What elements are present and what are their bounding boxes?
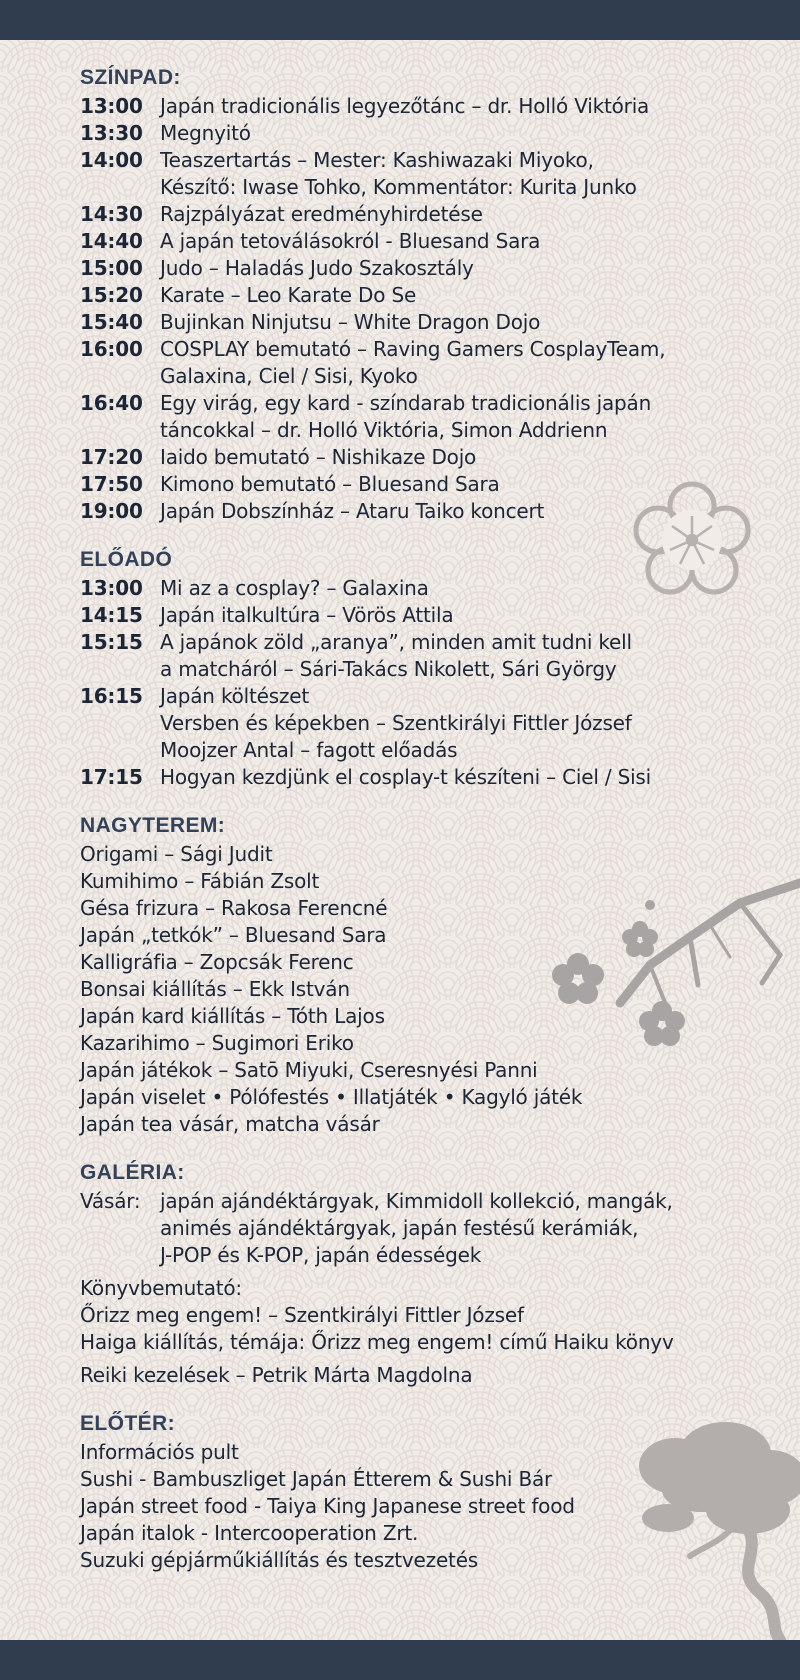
schedule-desc: A japán tetoválásokról - Bluesand Sara <box>160 229 541 253</box>
schedule-row <box>80 575 780 602</box>
list-item: Sushi - Bambuszliget Japán Étterem & Sushi Bár <box>80 1467 553 1491</box>
list-item: Japán street food - Taiya King Japanese street food <box>80 1494 575 1518</box>
schedule-desc: Japán tradicionális legyezőtánc – dr. Holló Viktória <box>160 94 650 118</box>
schedule-time: 17:20 <box>80 445 143 469</box>
schedule-time: 14:00 <box>80 148 143 172</box>
schedule-row <box>80 498 780 525</box>
list-item: Japán „tetkók” – Bluesand Sara <box>80 923 387 947</box>
schedule-time: 16:00 <box>80 337 143 361</box>
schedule-time: 13:00 <box>80 576 143 600</box>
haiga-item: Haiga kiállítás, témája: Őrizz meg engem! című Haiku könyv <box>80 1330 674 1354</box>
schedule-time: 16:40 <box>80 391 143 415</box>
schedule-row <box>80 336 780 390</box>
top-bar <box>0 0 800 40</box>
schedule-desc: A japánok zöld „aranya”, minden amit tudni kell a matcháról – Sári-Takács Nikolett, Sári György <box>160 630 632 681</box>
list-item: Japán italok - Intercooperation Zrt. <box>80 1521 419 1545</box>
szinpad-section <box>80 64 780 525</box>
schedule-desc: Judo – Haladás Judo Szakosztály <box>160 256 474 280</box>
konyv-item: Őrizz meg engem! – Szentkirályi Fittler József <box>80 1303 524 1327</box>
list-item: Origami – Sági Judit <box>80 842 273 866</box>
schedule-row <box>80 282 780 309</box>
szinpad-heading: SZÍNPAD: <box>80 66 181 89</box>
schedule-desc: Bujinkan Ninjutsu – White Dragon Dojo <box>160 310 541 334</box>
schedule-row <box>80 309 780 336</box>
galeria-section <box>80 1159 780 1389</box>
list-item: Japán tea vásár, matcha vásár <box>80 1112 380 1136</box>
vasar-row <box>80 1188 780 1269</box>
schedule-row <box>80 228 780 255</box>
schedule-row <box>80 255 780 282</box>
schedule-row <box>80 764 780 791</box>
schedule-time: 17:15 <box>80 765 143 789</box>
schedule-desc: Rajzpályázat eredményhirdetése <box>160 202 483 226</box>
eloter-heading: ELŐTÉR: <box>80 1412 175 1435</box>
schedule-time: 15:15 <box>80 630 143 654</box>
eloado-section <box>80 546 780 791</box>
schedule-row <box>80 602 780 629</box>
schedule-time: 17:50 <box>80 472 143 496</box>
list-item: Kumihimo – Fábián Zsolt <box>80 869 320 893</box>
bottom-bar <box>0 1640 800 1680</box>
reiki-item: Reiki kezelések – Petrik Márta Magdolna <box>80 1363 473 1387</box>
schedule-time: 14:15 <box>80 603 143 627</box>
schedule-row <box>80 120 780 147</box>
schedule-desc: Iaido bemutató – Nishikaze Dojo <box>160 445 477 469</box>
nagyterem-heading: NAGYTEREM: <box>80 814 226 837</box>
schedule-desc: Japán italkultúra – Vörös Attila <box>160 603 454 627</box>
schedule-desc: Egy virág, egy kard - színdarab tradicionális japán táncokkal – dr. Holló Viktória, Simon Addrienn <box>160 391 652 442</box>
schedule-time: 13:00 <box>80 94 143 118</box>
schedule-row <box>80 471 780 498</box>
list-item: Suzuki gépjárműkiállítás és tesztvezetés <box>80 1548 479 1572</box>
schedule-time: 15:40 <box>80 310 143 334</box>
schedule-desc: Japán költészet Versben és képekben – Szentkirályi Fittler József Moojzer Antal – fagott előadás <box>160 684 632 762</box>
schedule-time: 13:30 <box>80 121 143 145</box>
schedule-time: 14:30 <box>80 202 143 226</box>
eloado-heading: ELŐADÓ <box>80 548 173 571</box>
eloter-section <box>80 1410 780 1574</box>
schedule-time: 19:00 <box>80 499 143 523</box>
schedule-time: 15:20 <box>80 283 143 307</box>
schedule-desc: Japán Dobszínház – Ataru Taiko koncert <box>160 499 545 523</box>
list-item: Bonsai kiállítás – Ekk István <box>80 977 350 1001</box>
list-item: Kalligráfia – Zopcsák Ferenc <box>80 950 354 974</box>
list-item: Információs pult <box>80 1440 239 1464</box>
schedule-desc: Hogyan kezdjünk el cosplay-t készíteni – Ciel / Sisi <box>160 765 651 789</box>
schedule-time: 15:00 <box>80 256 143 280</box>
schedule-time: 16:15 <box>80 684 143 708</box>
list-item: Kazarihimo – Sugimori Eriko <box>80 1031 354 1055</box>
program-content <box>80 64 780 1595</box>
schedule-row <box>80 201 780 228</box>
schedule-row <box>80 147 780 201</box>
list-item: Gésa frizura – Rakosa Ferencné <box>80 896 388 920</box>
list-item: Japán játékok – Satō Miyuki, Cseresnyési Panni <box>80 1058 538 1082</box>
schedule-desc: Megnyitó <box>160 121 251 145</box>
schedule-desc: Karate – Leo Karate Do Se <box>160 283 417 307</box>
list-item: Japán kard kiállítás – Tóth Lajos <box>80 1004 385 1028</box>
schedule-row <box>80 683 780 764</box>
nagyterem-section <box>80 812 780 1138</box>
schedule-time: 14:40 <box>80 229 143 253</box>
schedule-desc: Kimono bemutató – Bluesand Sara <box>160 472 500 496</box>
list-item: Japán viselet • Pólófestés • Illatjáték • Kagyló játék <box>80 1085 583 1109</box>
schedule-desc: Teaszertartás – Mester: Kashiwazaki Miyoko, Készítő: Iwase Tohko, Kommentátor: Kurita Junko <box>160 148 637 199</box>
konyv-title: Könyvbemutató: <box>80 1276 242 1300</box>
vasar-label: Vásár: <box>80 1189 141 1213</box>
vasar-text: japán ajándéktárgyak, Kimmidoll kollekció, mangák, animés ajándéktárgyak, japán festésű kerámiák, J-POP és K-POP, japán édességek <box>160 1189 673 1267</box>
schedule-row <box>80 444 780 471</box>
schedule-row <box>80 93 780 120</box>
schedule-desc: COSPLAY bemutató – Raving Gamers CosplayTeam, Galaxina, Ciel / Sisi, Kyoko <box>160 337 666 388</box>
schedule-row <box>80 629 780 683</box>
schedule-row <box>80 390 780 444</box>
schedule-desc: Mi az a cosplay? – Galaxina <box>160 576 429 600</box>
galeria-heading: GALÉRIA: <box>80 1161 185 1184</box>
